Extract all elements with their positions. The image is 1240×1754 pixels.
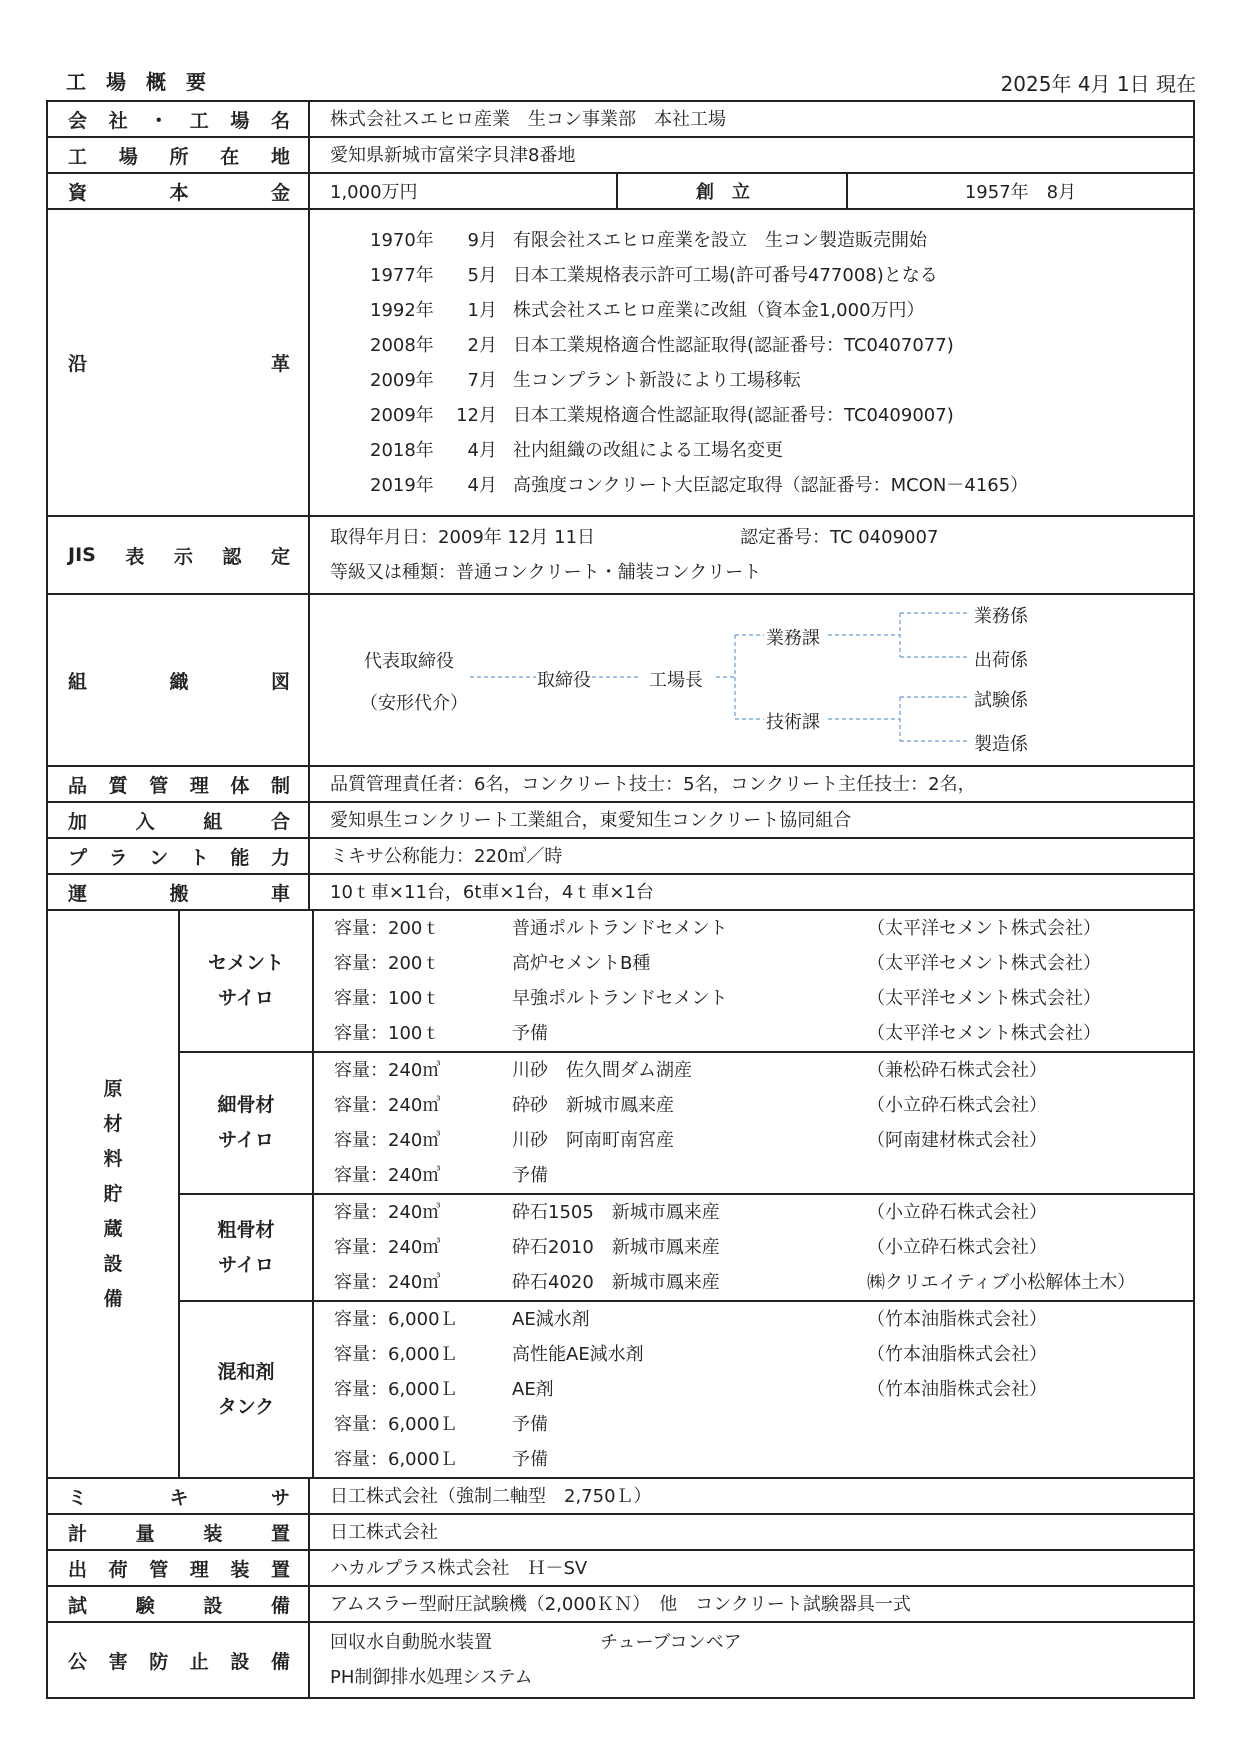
trucks-value: 10ｔ車×11台，6t車×1台，4ｔ車×1台 [330,881,654,903]
group-cement [180,911,1193,1053]
row-company [48,102,1193,138]
org-sec-business: 業務係 [974,606,1028,627]
material-row: 容量：240㎥ 川砂 阿南町南宮産 （阿南建材株式会社） [334,1130,1047,1151]
label-location: 工 場 所 在 地 [48,138,310,172]
quality-value: 品質管理責任者：6名，コンクリート技士：5名，コンクリート主任技士：2名， [330,773,976,795]
row-shipping [48,1551,1193,1587]
row-org [48,595,1193,767]
jis-number: 認定番号：TC 0409007 [740,527,939,548]
row-jis [48,517,1193,595]
row-testing [48,1587,1193,1623]
label-materials: 原 材 料 貯 蔵 設 備 [48,911,180,1477]
material-row: 容量：100ｔ 早強ポルトランドセメント （太平洋セメント株式会社） [334,988,1101,1009]
row-trucks [48,875,1193,911]
history-item: 1992年 1月 株式会社スエヒロ産業に改組（資本金1,000万円） [370,299,925,321]
org-dept-tech: 技術課 [766,712,820,733]
jis-grade: 等級又は種類：普通コンクリート・舗装コンクリート [330,562,762,583]
org-chart [310,595,1193,765]
group-fine-aggregate [180,1053,1193,1195]
page-title: 工場概要 [66,70,226,94]
history-item: 2018年 4月 社内組織の改組による工場名変更 [370,439,783,461]
material-row: 容量：6,000Ｌ 高性能AE減水剤 （竹本油脂株式会社） [334,1344,1047,1365]
label-weighing: 計 量 装 置 [48,1515,310,1549]
founded-value: 1957年 8月 [964,182,1077,203]
label-history: 沿 革 [48,210,310,515]
row-weighing [48,1515,1193,1551]
material-row: 容量：240㎥ 砕石2010 新城市鳳来産 （小立砕石株式会社） [334,1237,1047,1258]
history-list [310,210,1193,515]
history-item: 1970年 9月 有限会社スエヒロ産業を設立 生コン製造販売開始 [370,229,927,251]
row-history [48,210,1193,517]
label-mixer: ミ キ サ [48,1479,310,1513]
org-connectors [310,595,1195,765]
label-plant: プ ラ ン ト 能 力 [48,839,310,873]
history-item: 2009年 7月 生コンプラント新設により工場移転 [370,369,801,391]
group-admixture [180,1302,1193,1477]
material-row: 容量：200ｔ 高炉セメントB種 （太平洋セメント株式会社） [334,953,1101,974]
jis-date: 取得年月日：2009年 12月 11日 [330,527,596,548]
history-item: 2009年 12月 日本工業規格適合性認証取得(認証番号：TC0409007) [370,404,954,426]
org-director: 取締役 [537,670,591,691]
testing-value: アムスラー型耐圧試験機（2,000ＫＮ） 他 コンクリート試験器具一式 [330,1593,911,1615]
capital-value: 1,000万円 [310,174,618,208]
overview-table [46,100,1195,1699]
org-sec-shipping: 出荷係 [974,650,1028,671]
org-manager: 工場長 [649,670,703,691]
row-materials [48,911,1193,1479]
org-rep-name: （安形代介） [360,693,468,714]
group-label: 混和剤 タンク [180,1302,314,1477]
pollution-item-ph: PH制御排水処理システム [330,1667,533,1688]
group-label: セメント サイロ [180,911,314,1051]
group-coarse-aggregate [180,1195,1193,1302]
founded-label: 創立 [618,174,848,208]
material-row: 容量：240㎥ 砕砂 新城市鳳来産 （小立砕石株式会社） [334,1095,1047,1116]
history-item: 2008年 2月 日本工業規格適合性認証取得(認証番号：TC0407077) [370,334,954,356]
material-row: 容量：240㎥ 予備 [334,1165,548,1186]
weighing-value: 日工株式会社 [330,1521,438,1543]
org-sec-testing: 試験係 [974,690,1028,711]
pollution-item-conveyor: チューブコンベア [600,1632,742,1653]
label-jis: JIS 表 示 認 定 [48,517,310,593]
row-mixer [48,1479,1193,1515]
group-label: 細骨材 サイロ [180,1053,314,1193]
mixer-value: 日工株式会社（強制二軸型 2,750Ｌ） [330,1485,652,1507]
org-sec-production: 製造係 [974,734,1028,755]
plant-value: ミキサ公称能力：220㎥／時 [330,845,563,867]
label-quality: 品 質 管 理 体 制 [48,767,310,801]
label-org: 組 織 図 [48,595,310,765]
label-shipping: 出 荷 管 理 装 置 [48,1551,310,1585]
material-row: 容量：240㎥ 川砂 佐久間ダム湖産 （兼松砕石株式会社） [334,1060,1047,1081]
group-label: 粗骨材 サイロ [180,1195,314,1300]
material-row: 容量：240㎥ 砕石4020 新城市鳳来産 ㈱クリエイティブ小松解体土木） [334,1272,1136,1293]
pollution-item-dewater: 回収水自動脱水装置 [330,1632,492,1653]
org-dept-business: 業務課 [766,628,820,649]
material-row: 容量：240㎥ 砕石1505 新城市鳳来産 （小立砕石株式会社） [334,1202,1047,1223]
history-item: 2019年 4月 高強度コンクリート大臣認定取得（認証番号：MCON－4165） [370,474,1029,496]
row-plant [48,839,1193,875]
row-location [48,138,1193,174]
material-row: 容量：6,000Ｌ AE剤 （竹本油脂株式会社） [334,1379,1047,1400]
material-row: 容量：200ｔ 普通ポルトランドセメント （太平洋セメント株式会社） [334,918,1101,939]
label-union: 加 入 組 合 [48,803,310,837]
row-union [48,803,1193,839]
row-capital [48,174,1193,210]
material-row: 容量：6,000Ｌ 予備 [334,1414,548,1435]
label-trucks: 運 搬 車 [48,875,310,909]
union-value: 愛知県生コンクリート工業組合，東愛知生コンクリート協同組合 [330,809,852,831]
row-pollution [48,1623,1193,1697]
material-row: 容量：6,000Ｌ 予備 [334,1449,548,1470]
label-pollution: 公 害 防 止 設 備 [48,1623,310,1697]
row-quality [48,767,1193,803]
company-name: 株式会社スエヒロ産業 生コン事業部 本社工場 [330,108,726,130]
label-capital: 資 本 金 [48,174,310,208]
material-row: 容量：100ｔ 予備 （太平洋セメント株式会社） [334,1023,1101,1044]
location-value: 愛知県新城市富栄字貝津8番地 [330,144,576,166]
as-of-date: 2025年 4月 1日 現在 [1000,72,1196,96]
shipping-value: ハカルプラス株式会社 Ｈ－SV [330,1557,588,1579]
material-row: 容量：6,000Ｌ AE減水剤 （竹本油脂株式会社） [334,1309,1047,1330]
history-item: 1977年 5月 日本工業規格表示許可工場(許可番号477008)となる [370,264,938,286]
label-testing: 試 験 設 備 [48,1587,310,1621]
label-company: 会 社 ・ 工 場 名 [48,102,310,136]
org-rep: 代表取締役 [364,651,454,672]
